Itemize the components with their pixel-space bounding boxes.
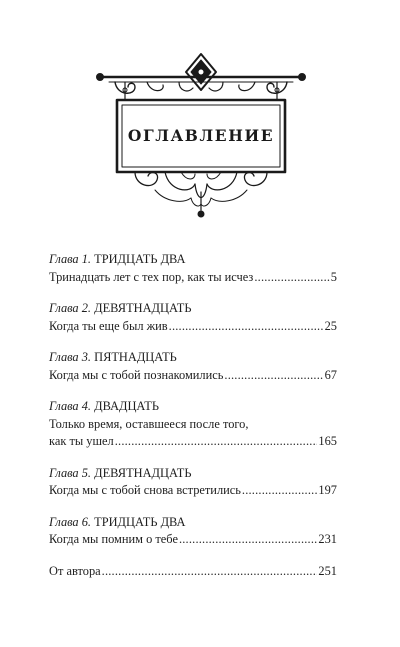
chapter-label: Глава 5.	[49, 465, 92, 480]
author-note-line	[49, 563, 337, 581]
chapter-heading	[49, 251, 337, 269]
chapter-subtitle: Когда мы с тобой познакомились	[49, 367, 224, 382]
toc-entry-chapter-3	[49, 349, 337, 384]
chapter-heading	[49, 300, 337, 318]
chapter-heading	[49, 398, 337, 416]
chapter-subtitle-line	[49, 367, 337, 385]
dot-leader	[254, 269, 329, 287]
chapter-subtitle: Когда мы с тобой снова встретились	[49, 483, 241, 497]
chapter-subtitle-first-line: Только время, оставшееся после того,	[49, 416, 249, 431]
chapter-title: ДВАДЦАТЬ	[94, 399, 159, 413]
page-number: 67	[324, 367, 337, 382]
dot-leader	[179, 531, 317, 549]
chapter-heading	[49, 465, 337, 483]
chapter-heading	[49, 349, 337, 367]
toc-entry-chapter-4	[49, 398, 337, 451]
chapter-title: ДЕВЯТНАДЦАТЬ	[94, 465, 192, 480]
page-number: 197	[318, 483, 337, 497]
page-number: 165	[318, 434, 337, 448]
chapter-heading	[49, 514, 337, 532]
toc-entry-chapter-5	[49, 465, 337, 500]
chapter-subtitle: Когда мы помним о тебе	[49, 532, 178, 546]
dot-leader	[242, 482, 318, 500]
chapter-subtitle: Тринадцать лет с тех пор, как ты исчез	[49, 269, 254, 284]
chapter-subtitle-line	[49, 433, 337, 451]
chapter-label: Глава 2.	[49, 301, 92, 315]
chapter-title: ТРИДЦАТЬ ДВА	[94, 252, 186, 266]
dot-leader	[169, 318, 324, 336]
chapter-label: Глава 4.	[49, 399, 92, 413]
chapter-subtitle: как ты ушел	[49, 434, 114, 448]
page-number: 25	[324, 318, 337, 333]
header-ornament	[95, 52, 307, 222]
dot-leader	[224, 367, 323, 385]
page-title: ОГЛАВЛЕНИЕ	[127, 126, 275, 145]
chapter-label: Глава 3.	[49, 350, 92, 364]
toc-entry-chapter-2	[49, 300, 337, 335]
page-number: 5	[330, 269, 337, 284]
dot-leader	[115, 433, 318, 451]
page-number: 231	[318, 532, 337, 546]
toc-entry-chapter-6	[49, 514, 337, 549]
chapter-subtitle-line	[49, 482, 337, 500]
page-number: 251	[318, 563, 337, 578]
dot-leader	[102, 563, 318, 581]
toc-entry-author-note	[49, 563, 337, 581]
chapter-label: Глава 1.	[49, 252, 92, 266]
chapter-subtitle-line	[49, 318, 337, 336]
chapter-label: Глава 6.	[49, 514, 92, 529]
author-note-title: От автора	[49, 563, 101, 578]
chapter-title: ДЕВЯТНАДЦАТЬ	[94, 301, 192, 315]
chapter-subtitle-line	[49, 531, 337, 549]
chapter-title: ТРИДЦАТЬ ДВА	[94, 514, 186, 529]
chapter-title: ПЯТНАДЦАТЬ	[94, 350, 177, 364]
chapter-subtitle-line	[49, 269, 337, 287]
chapter-subtitle: Когда ты еще был жив	[49, 318, 168, 333]
table-of-contents	[49, 251, 337, 594]
toc-entry-chapter-1	[49, 251, 337, 286]
